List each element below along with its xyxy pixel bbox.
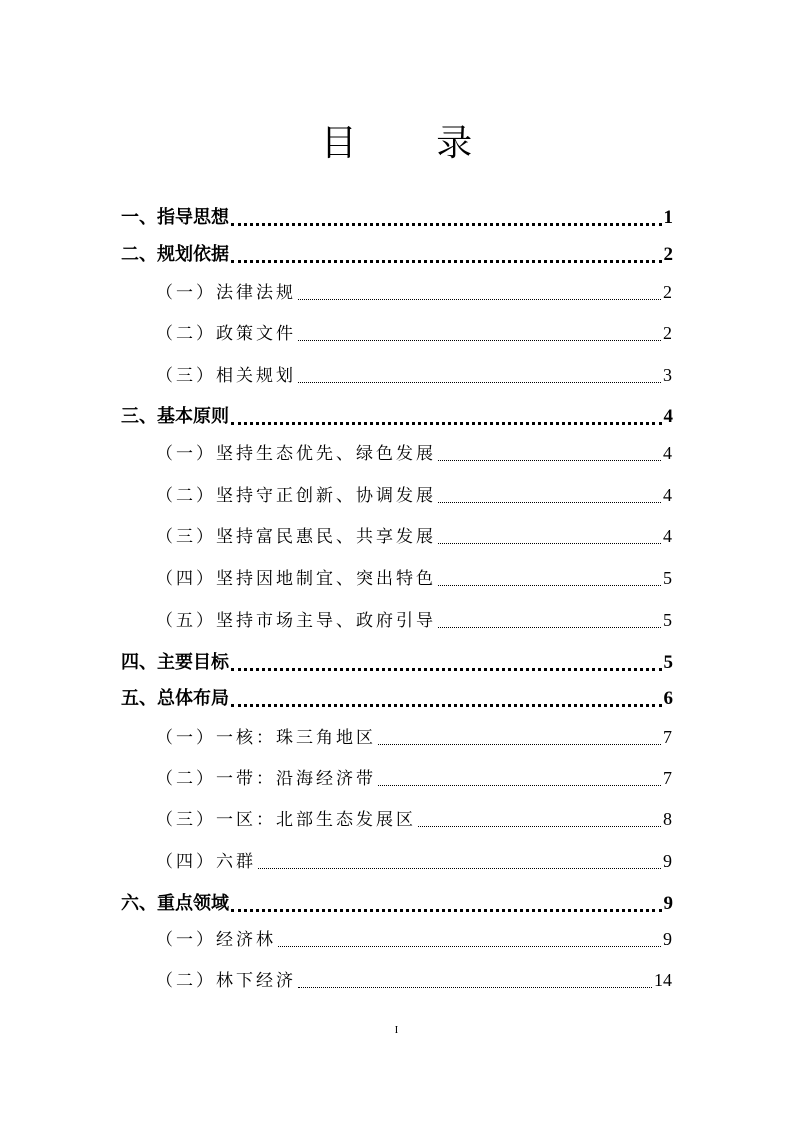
toc-entry-6-1[interactable] bbox=[156, 925, 672, 953]
toc-page-number: 5 bbox=[663, 610, 672, 630]
toc-page-number: 8 bbox=[663, 809, 672, 829]
toc-entry-label: 四、主要目标 bbox=[121, 652, 229, 673]
toc-entry-label: （四）坚持因地制宜、突出特色 bbox=[156, 569, 436, 589]
toc-dot-leader bbox=[378, 785, 661, 786]
toc-page-number: 9 bbox=[663, 929, 672, 949]
toc-dot-leader bbox=[231, 223, 662, 226]
page-title: 目 录 bbox=[320, 123, 507, 164]
toc-page-number: 4 bbox=[663, 443, 672, 463]
toc-entry-2-2[interactable] bbox=[156, 319, 672, 347]
toc-dot-leader bbox=[438, 585, 661, 586]
toc-entry-label: （二）一带：沿海经济带 bbox=[156, 769, 376, 789]
toc-dot-leader bbox=[231, 260, 662, 263]
toc-entry-label: 一、指导思想 bbox=[121, 207, 229, 228]
toc-page-number: 3 bbox=[663, 365, 672, 385]
toc-dot-leader bbox=[438, 543, 661, 544]
page-footer-number: I bbox=[394, 1024, 399, 1036]
toc-entry-label: （二）林下经济 bbox=[156, 971, 296, 991]
toc-entry-5-1[interactable] bbox=[156, 723, 672, 751]
toc-page-number: 4 bbox=[663, 406, 673, 427]
toc-dot-leader bbox=[438, 460, 661, 461]
toc-entry-6[interactable] bbox=[121, 890, 673, 918]
toc-dot-leader bbox=[231, 704, 662, 707]
toc-entry-label: （二）政策文件 bbox=[156, 324, 296, 344]
toc-page-number: 4 bbox=[663, 526, 672, 546]
toc-entry-5-4[interactable] bbox=[156, 847, 672, 875]
toc-page-number: 2 bbox=[663, 282, 672, 302]
toc-dot-leader bbox=[378, 744, 661, 745]
toc-entry-label: （一）经济林 bbox=[156, 930, 276, 950]
toc-entry-5-2[interactable] bbox=[156, 764, 672, 792]
toc-entry-5-3[interactable] bbox=[156, 805, 672, 833]
toc-entry-label: （三）坚持富民惠民、共享发展 bbox=[156, 527, 436, 547]
toc-entry-label: （三）相关规划 bbox=[156, 366, 296, 386]
toc-dot-leader bbox=[438, 627, 661, 628]
toc-dot-leader bbox=[231, 668, 662, 671]
toc-entry-3-5[interactable] bbox=[156, 606, 672, 634]
toc-dot-leader bbox=[298, 340, 661, 341]
toc-entry-label: （五）坚持市场主导、政府引导 bbox=[156, 611, 436, 631]
toc-page-number: 7 bbox=[663, 727, 672, 747]
toc-entry-4[interactable] bbox=[121, 649, 673, 677]
toc-entry-3-2[interactable] bbox=[156, 481, 672, 509]
toc-entry-3[interactable] bbox=[121, 403, 673, 431]
toc-entry-label: （三）一区：北部生态发展区 bbox=[156, 810, 416, 830]
toc-entry-label: （一）一核：珠三角地区 bbox=[156, 728, 376, 748]
toc-dot-leader bbox=[231, 422, 662, 425]
toc-entry-label: （一）法律法规 bbox=[156, 283, 296, 303]
toc-page-number: 5 bbox=[663, 568, 672, 588]
toc-entry-5[interactable] bbox=[121, 685, 673, 713]
toc-dot-leader bbox=[418, 826, 661, 827]
toc-page-number: 9 bbox=[663, 893, 673, 914]
toc-dot-leader bbox=[438, 502, 661, 503]
toc-page-number: 6 bbox=[663, 688, 673, 709]
toc-entry-3-4[interactable] bbox=[156, 564, 672, 592]
toc-entry-label: 六、重点领域 bbox=[121, 893, 229, 914]
toc-entry-1[interactable] bbox=[121, 204, 673, 232]
toc-entry-label: 三、基本原则 bbox=[121, 406, 229, 427]
toc-dot-leader bbox=[298, 299, 661, 300]
toc-dot-leader bbox=[298, 382, 661, 383]
toc-entry-label: （一）坚持生态优先、绿色发展 bbox=[156, 444, 436, 464]
toc-entry-6-2[interactable] bbox=[156, 966, 672, 994]
toc-page-number: 9 bbox=[663, 851, 672, 871]
toc-entry-label: （四）六群 bbox=[156, 852, 256, 872]
toc-entry-3-3[interactable] bbox=[156, 522, 672, 550]
toc-page-number: 4 bbox=[663, 485, 672, 505]
toc-dot-leader bbox=[298, 987, 652, 988]
toc-dot-leader bbox=[258, 868, 661, 869]
toc-dot-leader bbox=[278, 946, 661, 947]
toc-entry-2-1[interactable] bbox=[156, 278, 672, 306]
toc-dot-leader bbox=[231, 909, 662, 912]
toc-entry-label: 二、规划依据 bbox=[121, 244, 229, 265]
toc-page-number: 5 bbox=[663, 652, 673, 673]
toc-entry-label: 五、总体布局 bbox=[121, 688, 229, 709]
toc-entry-2[interactable] bbox=[121, 241, 673, 269]
toc-entry-2-3[interactable] bbox=[156, 361, 672, 389]
toc-page-number: 2 bbox=[663, 323, 672, 343]
toc-page-number: 1 bbox=[663, 207, 673, 228]
toc-page-number: 2 bbox=[663, 244, 673, 265]
toc-page-number: 14 bbox=[654, 970, 672, 990]
toc-entry-3-1[interactable] bbox=[156, 439, 672, 467]
toc-page-number: 7 bbox=[663, 768, 672, 788]
toc-entry-label: （二）坚持守正创新、协调发展 bbox=[156, 486, 436, 506]
